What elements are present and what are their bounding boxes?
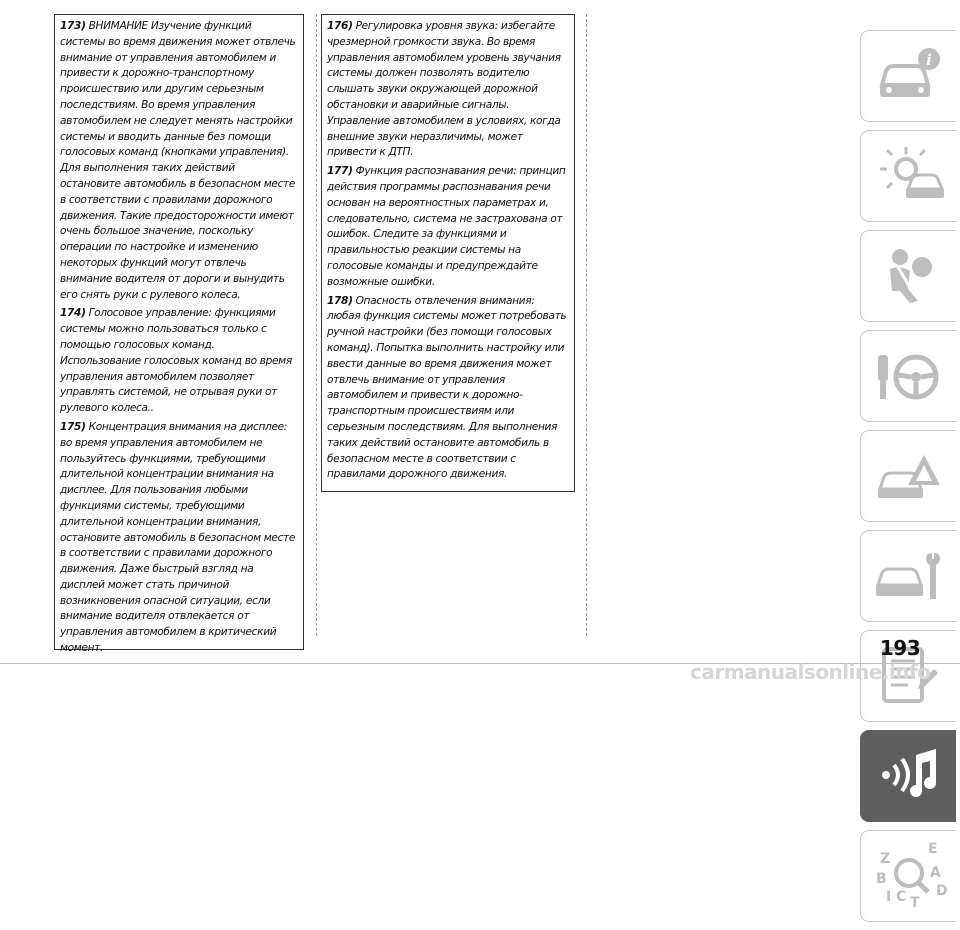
tab-index[interactable] xyxy=(860,830,956,922)
note-number: 178) xyxy=(327,294,353,307)
watermark: carmanualsonline.info xyxy=(690,660,931,684)
note-text: Голосовое управление: функциями системы можно пользоваться только с помощью голосовых команд. Использование голосовых команд во время управления автомобилем позволяет управлять системой, не отрывая руки от рулевого колеса.. xyxy=(60,307,292,415)
svg-text:i: i xyxy=(925,51,932,69)
note-173 xyxy=(60,19,298,303)
note-178 xyxy=(327,294,569,484)
note-175 xyxy=(60,420,298,657)
multimedia-icon xyxy=(872,739,946,813)
car-maintenance-icon xyxy=(872,539,946,613)
alphabetical-index-icon xyxy=(872,839,946,913)
car-info-icon xyxy=(872,39,946,113)
index-letter: T xyxy=(909,895,920,911)
index-letter: D xyxy=(935,883,948,899)
index-letter: B xyxy=(875,871,887,887)
tab-airbag-seatbelt[interactable] xyxy=(860,230,956,322)
index-letter: C xyxy=(895,889,906,905)
dashboard-lights-icon xyxy=(872,139,946,213)
tab-key-steering-wheel[interactable] xyxy=(860,330,956,422)
tab-multimedia[interactable] xyxy=(860,730,956,822)
note-177 xyxy=(327,164,569,290)
index-letter: Z xyxy=(879,851,890,867)
tab-maintenance[interactable] xyxy=(860,530,956,622)
note-text: Опасность отвлечения внимания: любая функция системы может потребовать ручной настройки (без помощи голосовых команд). Попытка выполнить настройку или ввести данные во время движения может отвлечь внимание от управления автомобилем и привести к дорожно-транспортным происшествиям или серьезным последствиям. Для выполнения таких действий остановите автомобиль в безопасном месте в соответствии с правилами дорожного движения. xyxy=(327,294,567,481)
note-number: 173) xyxy=(60,20,86,32)
note-text: Функция распознавания речи: принцип действия программы распознавания речи основан на вероятностных параметрах и, следовательно, система не застрахована от ошибок. Следите за функциями и правильностью реакции системы на голосовые команды и предупреждайте возможные ошибки. xyxy=(327,165,566,288)
warning-triangle-car-icon xyxy=(872,439,946,513)
index-letter: A xyxy=(929,865,941,881)
page-number: 193 xyxy=(879,636,921,660)
tab-emergency[interactable] xyxy=(860,430,956,522)
note-number: 175) xyxy=(60,420,86,433)
tab-dashboard-lights[interactable] xyxy=(860,130,956,222)
index-letter: I xyxy=(885,889,891,905)
key-steering-wheel-icon xyxy=(872,339,946,413)
notes-box-left xyxy=(54,14,304,655)
tab-car-info[interactable] xyxy=(860,30,956,122)
notes-box-right xyxy=(321,14,575,492)
column-divider xyxy=(586,14,587,636)
note-number: 177) xyxy=(327,165,353,178)
note-text: ВНИМАНИЕ Изучение функций системы во время движения может отвлечь внимание от управления автомобилем и привести к дорожно-транспортному происшествию или другим серьезным последствиям. Во время управления автомобилем не следует менять настройки системы и вводить данные без помощи голосовых команд (кнопками управления). Для выполнения таких действий остановите автомобиль в безопасном месте в соответствии с правилами дорожного движения. Такие предосторожности имеют очень большое значение, поскольку операции по настройке и изменению некоторых функций могут отвлечь внимание водителя от дороги и вынудить его снять руки с рулевого колеса. xyxy=(60,20,296,301)
airbag-seatbelt-icon xyxy=(872,239,946,313)
note-text: Регулировка уровня звука: избегайте чрезмерной громкости звука. Во время управления автомобилем уровень звучания системы должен позволять водителю слышать звуки окружающей дорожной обстановки и аварийные сигналы. Управление автомобилем в условиях, когда внешние звуки неразличимы, может привести к ДТП. xyxy=(327,20,561,159)
note-176 xyxy=(327,19,569,161)
note-number: 176) xyxy=(327,20,353,32)
note-174 xyxy=(60,306,298,417)
index-letter: E xyxy=(927,841,938,857)
note-number: 174) xyxy=(60,307,86,320)
section-tabs xyxy=(860,30,960,930)
note-text: Концентрация внимания на дисплее: во время управления автомобилем не пользуйтесь функциями, требующими длительной концентрации внимания на дисплее. Для пользования любыми функциями системы, требующими длительной концентрации внимания, остановите автомобиль в безопасном месте в соответствии с правилами дорожного движения. Даже быстрый взгляд на дисплей может стать причиной возникновения опасной ситуации, если внимание водителя отвлекается от управления автомобилем в критический момент. xyxy=(60,420,296,655)
column-divider xyxy=(316,14,317,636)
